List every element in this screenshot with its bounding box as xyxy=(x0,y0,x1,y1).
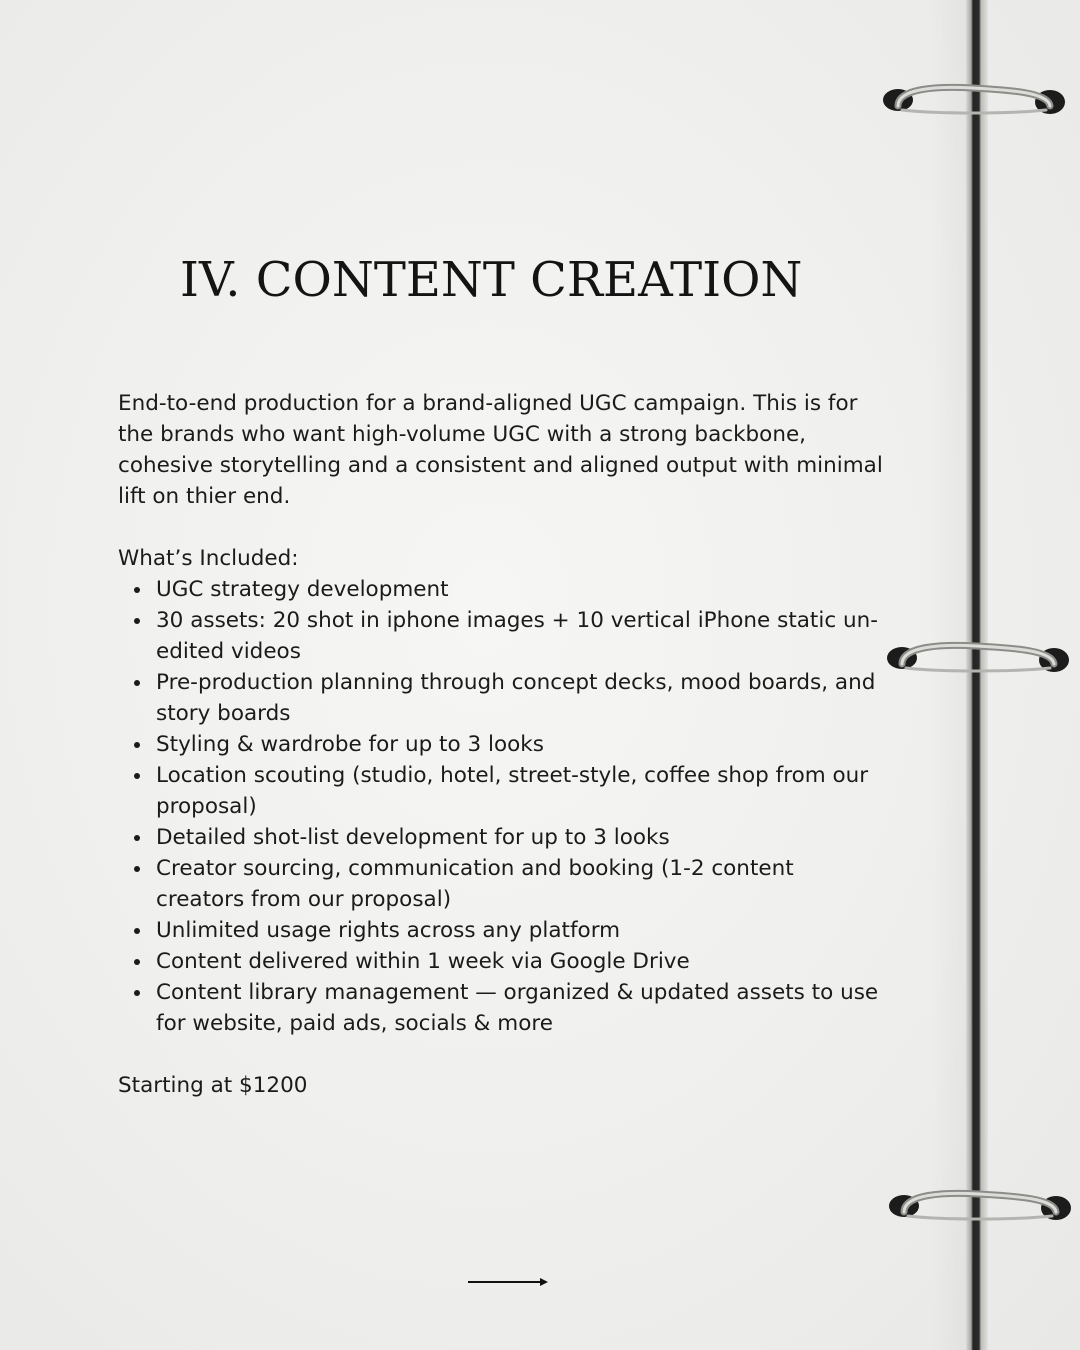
list-item: 30 assets: 20 shot in iphone images + 10 vertical iPhone static un-edited videos xyxy=(156,605,888,667)
list-item: Unlimited usage rights across any platform xyxy=(156,915,888,946)
intro-paragraph: End-to-end production for a brand-aligned UGC campaign. This is for the brands who want high-volume UGC with a strong backbone, cohesive storytelling and a consistent and aligned output with minimal lift on thier end. xyxy=(118,391,883,509)
list-item: Styling & wardrobe for up to 3 looks xyxy=(156,729,888,760)
list-item: Detailed shot-list development for up to 3 looks xyxy=(156,822,888,853)
binder-ring-icon xyxy=(884,1180,1074,1240)
price-text: Starting at $1200 xyxy=(118,1073,308,1098)
list-item: UGC strategy development xyxy=(156,574,888,605)
included-list xyxy=(118,574,888,1039)
binder-ring-icon xyxy=(878,76,1068,136)
binder-ring-icon xyxy=(882,632,1072,692)
list-item: Content library management — organized & updated assets to use for website, paid ads, socials & more xyxy=(156,977,888,1039)
content-body xyxy=(118,388,888,1101)
arrow-right-icon[interactable] xyxy=(466,1274,550,1290)
list-item: Creator sourcing, communication and booking (1-2 content creators from our proposal) xyxy=(156,853,888,915)
included-label: What’s Included: xyxy=(118,546,299,571)
list-item: Pre-production planning through concept decks, mood boards, and story boards xyxy=(156,667,888,729)
page-title: IV. CONTENT CREATION xyxy=(180,252,803,308)
list-item: Location scouting (studio, hotel, street-style, coffee shop from our proposal) xyxy=(156,760,888,822)
list-item: Content delivered within 1 week via Google Drive xyxy=(156,946,888,977)
